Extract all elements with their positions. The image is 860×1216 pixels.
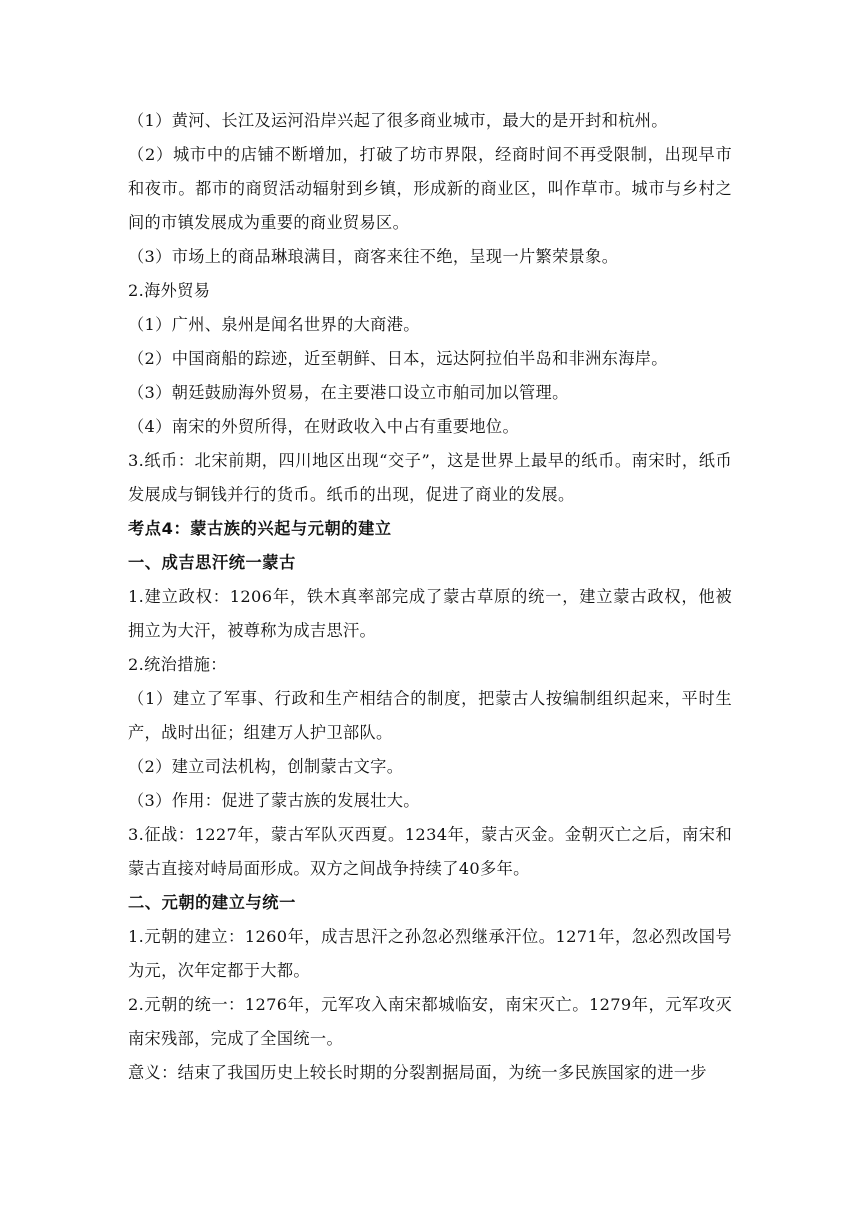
heading-exam-point-4: 考点4：蒙古族的兴起与元朝的建立	[128, 519, 392, 538]
heading-genghis-unify: 一、成吉思汗统一蒙古	[128, 553, 296, 572]
paragraph-trade-revenue: （4）南宋的外贸所得，在财政收入中占有重要地位。	[128, 417, 520, 436]
paragraph-overseas-trade-title: 2.海外贸易	[128, 281, 211, 300]
paragraph-military-system: （1）建立了军事、行政和生产相结合的制度，把蒙古人按编制组织起来，平时生产，战时出征；组建万人护卫部队。	[128, 689, 732, 742]
paragraph-yuan-unification: 2.元朝的统一：1276年，元军攻入南宋都城临安，南宋灭亡。1279年，元军攻灭南宋残部，完成了全国统一。	[128, 995, 732, 1048]
paragraph-cities: （1）黄河、长江及运河沿岸兴起了很多商业城市，最大的是开封和杭州。	[128, 111, 668, 130]
paragraph-judicial: （2）建立司法机构，创制蒙古文字。	[128, 757, 404, 776]
paragraph-rule-measures-title: 2.统治措施：	[128, 655, 227, 674]
paragraph-yuan-founding: 1.元朝的建立：1260年，成吉思汗之孙忽必烈继承汗位。1271年，忽必烈改国号为元，次年定都于大都。	[128, 927, 732, 980]
paragraph-merchant-ships: （2）中国商船的踪迹，近至朝鲜、日本，远达阿拉伯半岛和非洲东海岸。	[128, 349, 668, 368]
paragraph-significance: 意义：结束了我国历史上较长时期的分裂割据局面，为统一多民族国家的进一步	[128, 1063, 707, 1082]
paragraph-shops-markets: （2）城市中的店铺不断增加，打破了坊市界限，经商时间不再受限制，出现早市和夜市。都市的商贸活动辐射到乡镇，形成新的商业区，叫作草市。城市与乡村之间的市镇发展成为重要的商业贸易区。	[128, 145, 732, 232]
paragraph-conquests: 3.征战：1227年，蒙古军队灭西夏。1234年，蒙古灭金。金朝灭亡之后，南宋和蒙古直接对峙局面形成。双方之间战争持续了40多年。	[128, 825, 732, 878]
heading-yuan-founding: 二、元朝的建立与统一	[128, 893, 296, 912]
paragraph-shibosi: （3）朝廷鼓励海外贸易，在主要港口设立市舶司加以管理。	[128, 383, 569, 402]
paragraph-goods: （3）市场上的商品琳琅满目，商客来往不绝，呈现一片繁荣景象。	[128, 247, 619, 266]
paragraph-effect: （3）作用：促进了蒙古族的发展壮大。	[128, 791, 420, 810]
paragraph-paper-money: 3.纸币：北宋前期，四川地区出现“交子”，这是世界上最早的纸币。南宋时，纸币发展成与铜钱并行的货币。纸币的出现，促进了商业的发展。	[128, 451, 732, 504]
paragraph-ports: （1）广州、泉州是闻名世界的大商港。	[128, 315, 420, 334]
paragraph-establish-regime: 1.建立政权：1206年，铁木真率部完成了蒙古草原的统一，建立蒙古政权，他被拥立为大汗，被尊称为成吉思汗。	[128, 587, 732, 640]
document-body	[128, 104, 732, 1090]
